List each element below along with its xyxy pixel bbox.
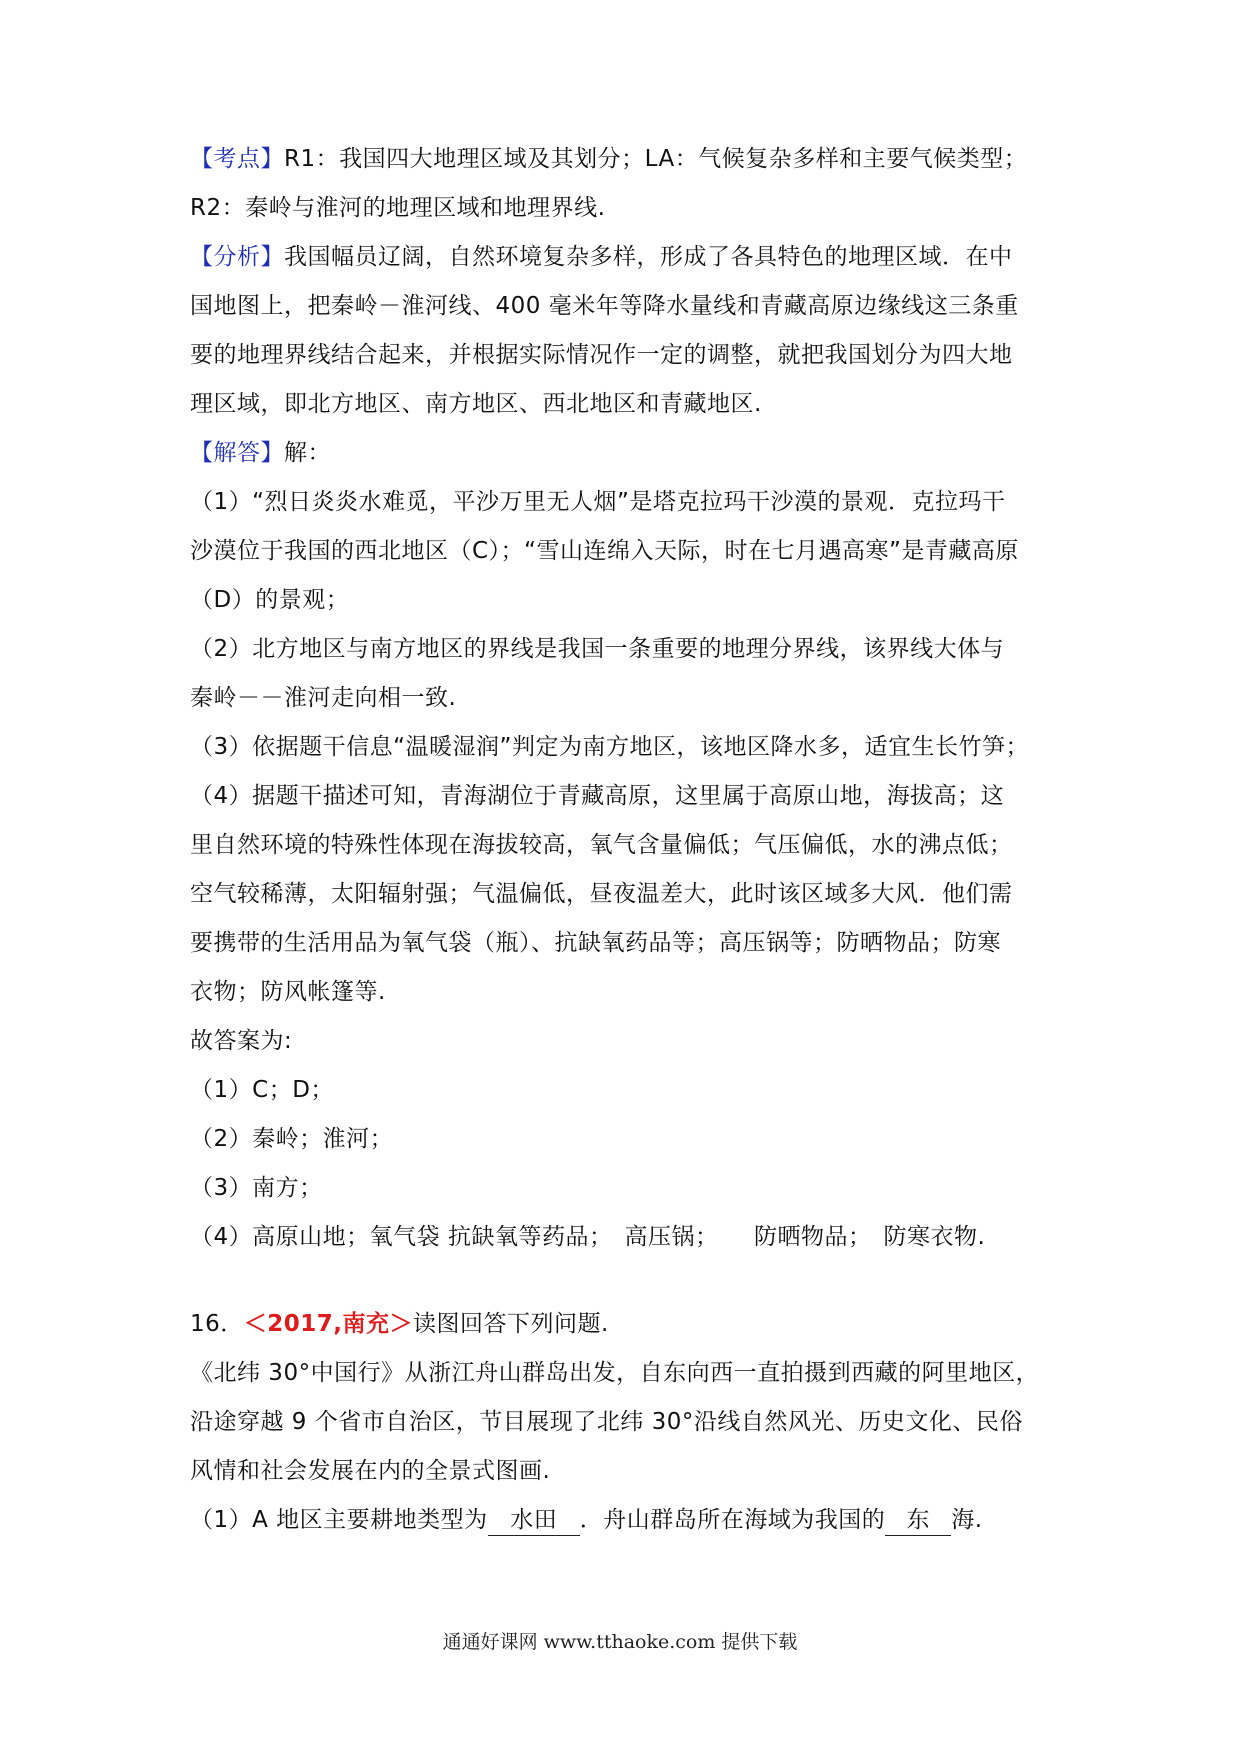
section-gap: [190, 1262, 1060, 1300]
answer-title: 故答案为:: [190, 1028, 293, 1054]
sub1-middle: ．舟山群岛所在海域为我国的: [579, 1507, 886, 1533]
sub1-prefix: （1）A 地区主要耕地类型为: [190, 1507, 488, 1533]
jieda-line: 空气较稀薄，太阳辐射强；气温偏低，昼夜温差大，此时该区域多大风．他们需: [190, 881, 1013, 907]
jieda-line: 里自然环境的特殊性体现在海拔较高，氧气含量偏低；气压偏低，水的沸点低；: [190, 832, 1013, 858]
jieda-line: （3）依据题干信息“温暖湿润”判定为南方地区，该地区降水多，适宜生长竹笋；: [190, 734, 1029, 760]
jieda-line: 秦岭－－淮河走向相一致.: [190, 685, 457, 711]
question-intro-line: 风情和社会发展在内的全景式图画.: [190, 1458, 551, 1484]
sub1-suffix: 海.: [951, 1507, 983, 1533]
jieda-tag: 【解答】: [190, 440, 284, 466]
jieda-line: （1）“烈日炎炎水难觅，平沙万里无人烟”是塔克拉玛干沙漠的景观．克拉玛干: [190, 489, 1006, 515]
fenxi-line-2: 国地图上，把秦岭－淮河线、400 毫米年等降水量线和青藏高原边缘线这三条重: [190, 293, 1019, 319]
jieda-line: （2）北方地区与南方地区的界线是我国一条重要的地理分界线，该界线大体与: [190, 636, 1005, 662]
sub-question-1: [190, 1496, 1060, 1545]
kaodian-line-1: [190, 135, 1060, 184]
kaodian-text-1: R1：我国四大地理区域及其划分；LA：气候复杂多样和主要气候类型；: [284, 146, 1028, 172]
fenxi-text-1: 我国幅员辽阔，自然环境复杂多样，形成了各具特色的地理区域．在中: [284, 244, 1013, 270]
kaodian-line-2: R2：秦岭与淮河的地理区域和地理界线.: [190, 195, 606, 221]
jieda-line: 衣物；防风帐篷等.: [190, 979, 386, 1005]
question-number: 16．: [190, 1311, 244, 1337]
jieda-heading: [190, 429, 1060, 478]
answer-blank-1: 水田: [488, 1505, 580, 1536]
jieda-line: 沙漠位于我国的西北地区（C）；“雪山连绵入天际，时在七月遇高寒”是青藏高原: [190, 538, 1019, 564]
answer-line: （3）南方；: [190, 1175, 323, 1201]
kaodian-tag: 【考点】: [190, 146, 284, 172]
fenxi-tag: 【分析】: [190, 244, 284, 270]
answer-line: （1）C；D；: [190, 1077, 334, 1103]
fenxi-line-1: [190, 233, 1060, 282]
question-16-heading: [190, 1300, 1060, 1349]
question-title: 读图回答下列问题.: [413, 1311, 609, 1337]
answer-line: （2）秦岭；淮河；: [190, 1126, 394, 1152]
jieda-line: 要携带的生活用品为氧气袋（瓶）、抗缺氧药品等；高压锅等；防晒物品；防寒: [190, 930, 1001, 956]
jieda-head: 解：: [284, 440, 331, 466]
question-source: ＜2017,南充＞: [243, 1311, 414, 1337]
answer-line: （4）高原山地；氧气袋 抗缺氧等药品； 高压锅； 防晒物品； 防寒衣物.: [190, 1224, 986, 1250]
document-body: [190, 135, 1060, 1545]
fenxi-line-4: 理区域，即北方地区、南方地区、西北地区和青藏地区.: [190, 391, 762, 417]
question-intro-line: 《北纬 30°中国行》从浙江舟山群岛出发，自东向西一直拍摄到西藏的阿里地区，: [190, 1360, 1040, 1386]
page-footer: 通通好课网 www.tthaoke.com 提供下载: [442, 1631, 798, 1653]
fenxi-line-3: 要的地理界线结合起来，并根据实际情况作一定的调整，就把我国划分为四大地: [190, 342, 1013, 368]
answer-blank-2: 东: [885, 1505, 951, 1536]
question-intro-line: 沿途穿越 9 个省市自治区，节目展现了北纬 30°沿线自然风光、历史文化、民俗: [190, 1409, 1023, 1435]
jieda-line: （4）据题干描述可知，青海湖位于青藏高原，这里属于高原山地，海拔高；这: [190, 783, 1005, 809]
jieda-line: （D）的景观；: [190, 587, 350, 613]
